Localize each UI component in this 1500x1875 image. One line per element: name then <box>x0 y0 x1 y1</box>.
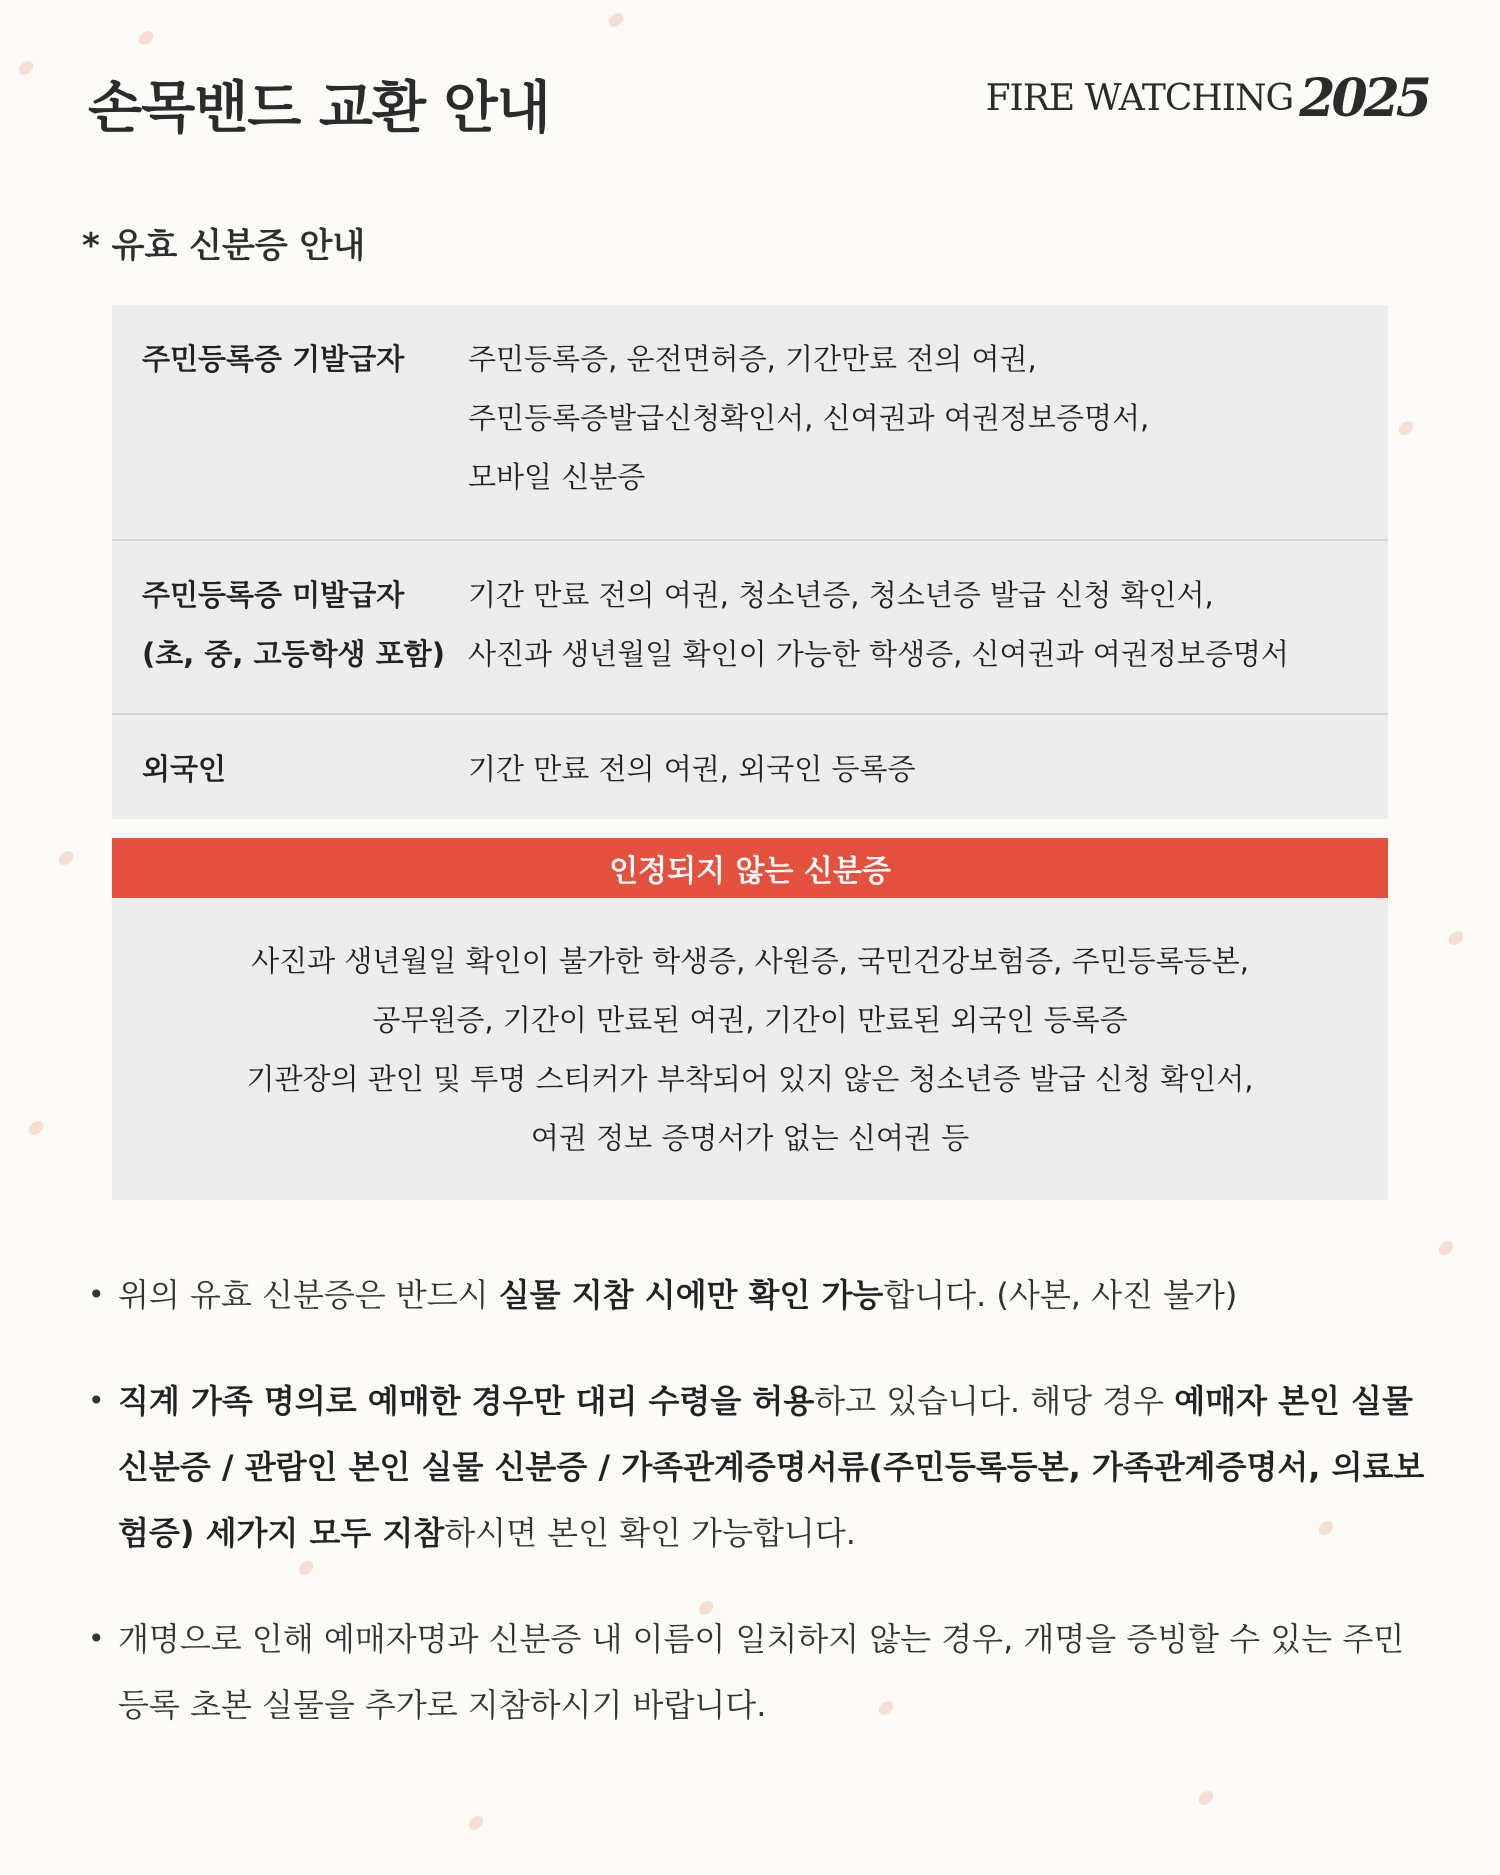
page-title: 손목밴드 교환 안내 <box>88 76 550 141</box>
id-category-line: 주민등록증 미발급자 <box>142 578 405 612</box>
not-accepted-list <box>112 898 1388 1200</box>
header <box>88 58 1428 148</box>
note-segment-bold: 직계 가족 명의로 예매한 경우만 대리 수령을 허용 <box>118 1382 815 1420</box>
bullet-icon: • <box>88 1278 105 1311</box>
brand-logo-year: 2025 <box>1299 68 1428 129</box>
id-doc-line: 주민등록증발급신청확인서, 신여권과 여권정보증명서, <box>468 401 1150 435</box>
section-heading: * 유효 신분증 안내 <box>82 226 366 266</box>
id-category-line: 외국인 <box>142 752 227 786</box>
table-row <box>112 541 1388 715</box>
note-segment: 개명으로 인해 예매자명과 신분증 내 이름이 일치하지 않는 경우, 개명을 증빙할 수 있는 주민등록 초본 실물을 추가로 지참하시기 바랍니다. <box>118 1620 1405 1724</box>
id-category-line: 주민등록증 기발급자 <box>142 342 405 376</box>
brand-logo <box>986 68 1428 129</box>
note-text <box>118 1368 1428 1566</box>
note-text <box>118 1262 1428 1328</box>
not-accepted-line: 기관장의 관인 및 투명 스티커가 부착되어 있지 않은 청소년증 발급 신청 확인서, <box>246 1062 1254 1096</box>
list-item <box>88 1262 1428 1328</box>
note-segment-bold: 실물 지참 시에만 확인 가능 <box>498 1276 884 1314</box>
table-row <box>112 305 1388 541</box>
list-item <box>88 1606 1428 1738</box>
valid-id-table <box>112 305 1388 819</box>
table-row <box>112 715 1388 819</box>
note-text <box>118 1606 1428 1738</box>
note-segment: 위의 유효 신분증은 반드시 <box>118 1276 499 1314</box>
id-doc-line: 기간 만료 전의 여권, 외국인 등록증 <box>468 752 916 786</box>
note-segment: 하시면 본인 확인 가능합니다. <box>444 1514 856 1552</box>
brand-logo-text: FIRE WATCHING <box>985 78 1294 119</box>
list-item <box>88 1368 1428 1566</box>
bullet-icon: • <box>88 1622 105 1655</box>
not-accepted-line: 사진과 생년월일 확인이 불가한 학생증, 사원증, 국민건강보험증, 주민등록등본, <box>251 944 1249 978</box>
id-doc-line: 주민등록증, 운전면허증, 기간만료 전의 여권, <box>468 342 1037 376</box>
id-category-line: (초, 중, 고등학생 포함) <box>142 637 445 671</box>
notes-list <box>88 1262 1428 1778</box>
id-doc-line: 사진과 생년월일 확인이 가능한 학생증, 신여권과 여권정보증명서 <box>468 637 1289 671</box>
id-documents <box>468 566 1388 684</box>
id-documents <box>468 330 1388 507</box>
id-doc-line: 모바일 신분증 <box>468 460 646 494</box>
not-accepted-line: 여권 정보 증명서가 없는 신여권 등 <box>530 1121 970 1155</box>
note-segment: 하고 있습니다. 해당 경우 <box>814 1382 1175 1420</box>
id-doc-line: 기간 만료 전의 여권, 청소년증, 청소년증 발급 신청 확인서, <box>468 578 1214 612</box>
id-category <box>112 566 468 684</box>
id-documents <box>468 740 1388 799</box>
not-accepted-title: 인정되지 않는 신분증 <box>112 838 1388 898</box>
bullet-icon: • <box>88 1384 105 1417</box>
note-segment-bold: 예매자 본인 실물 신분증 / 관람인 본인 실물 신분증 / 가족관계증명서류(주민등록등본, 가족관계증명서, 의료보험증) 세가지 모두 지참 <box>118 1382 1425 1552</box>
id-category <box>112 740 468 799</box>
not-accepted-line: 공무원증, 기간이 만료된 여권, 기간이 만료된 외국인 등록증 <box>372 1003 1128 1037</box>
note-segment: 합니다. (사본, 사진 불가) <box>883 1276 1238 1314</box>
id-category <box>112 330 468 507</box>
